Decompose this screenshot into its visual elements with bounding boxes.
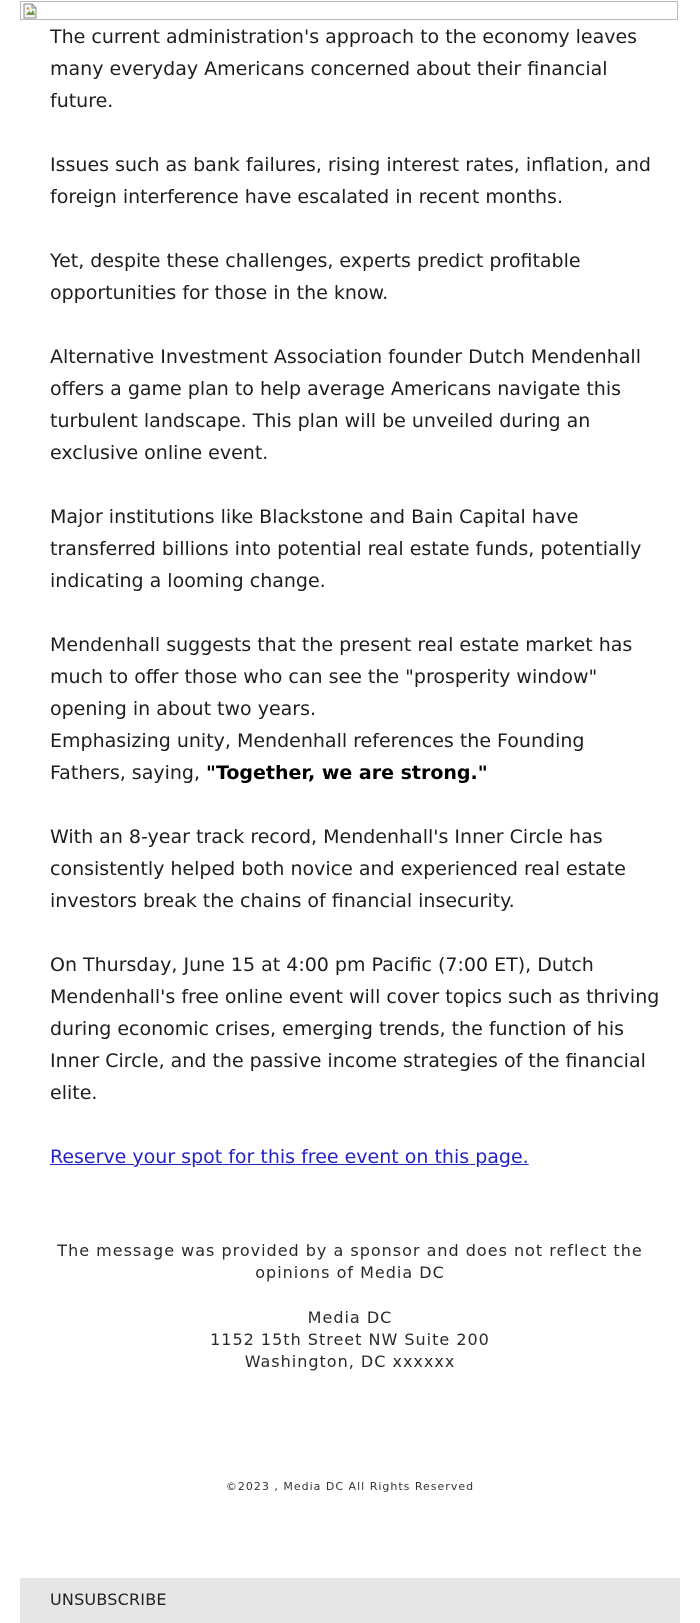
article-paragraph: Issues such as bank failures, rising interest rates, inflation, and foreign interference have escalated in recent months. <box>50 154 651 208</box>
broken-image-icon <box>23 3 37 19</box>
disclaimer-text: The message was provided by a sponsor and does not reflect the opinions of Media DC <box>57 1241 643 1282</box>
company-address <box>20 1307 680 1373</box>
copyright-notice: ©2023 , Media DC All Rights Reserved <box>225 1480 475 1493</box>
header-image-placeholder <box>20 1 678 20</box>
street-address: 1152 15th Street NW Suite 200 <box>210 1330 490 1349</box>
article-paragraph: On Thursday, June 15 at 4:00 pm Pacific (7:00 ET), Dutch Mendenhall's free online event will cover topics such as thriving during economic crises, emerging trends, the function of his Inner Circle, and the passive income strategies of the financial elite. <box>50 954 660 1104</box>
reserve-spot-link[interactable]: Reserve your spot for this free event on this page. <box>50 1146 529 1168</box>
article-body <box>50 21 660 1205</box>
unsubscribe-link[interactable]: UNSUBSCRIBE <box>50 1590 167 1609</box>
city-address: Washington, DC xxxxxx <box>244 1352 456 1371</box>
quote-intro: Emphasizing unity, Mendenhall references the Founding Fathers, saying, <box>50 730 585 784</box>
article-paragraph: Yet, despite these challenges, experts predict profitable opportunities for those in the know. <box>50 250 581 304</box>
article-paragraph: Mendenhall suggests that the present real estate market has much to offer those who can see the "prosperity window" opening in about two years. <box>50 634 633 720</box>
article-paragraph: With an 8-year track record, Mendenhall's Inner Circle has consistently helped both novice and experienced real estate investors break the chains of financial insecurity. <box>50 826 626 912</box>
article-paragraph: Alternative Investment Association founder Dutch Mendenhall offers a game plan to help average Americans navigate this turbulent landscape. This plan will be unveiled during an exclusive online event. <box>50 346 641 464</box>
article-paragraph: The current administration's approach to the economy leaves many everyday Americans concerned about their financial future. <box>50 26 638 112</box>
article-paragraph: Major institutions like Blackstone and Bain Capital have transferred billions into potential real estate funds, potentially indicating a looming change. <box>50 506 642 592</box>
cta-paragraph <box>50 1141 660 1173</box>
sponsor-disclaimer <box>20 1240 680 1284</box>
quote-text: "Together, we are strong." <box>206 762 488 784</box>
company-name: Media DC <box>307 1308 393 1327</box>
article-paragraph-quote <box>50 725 660 789</box>
unsubscribe-bar <box>20 1578 680 1623</box>
